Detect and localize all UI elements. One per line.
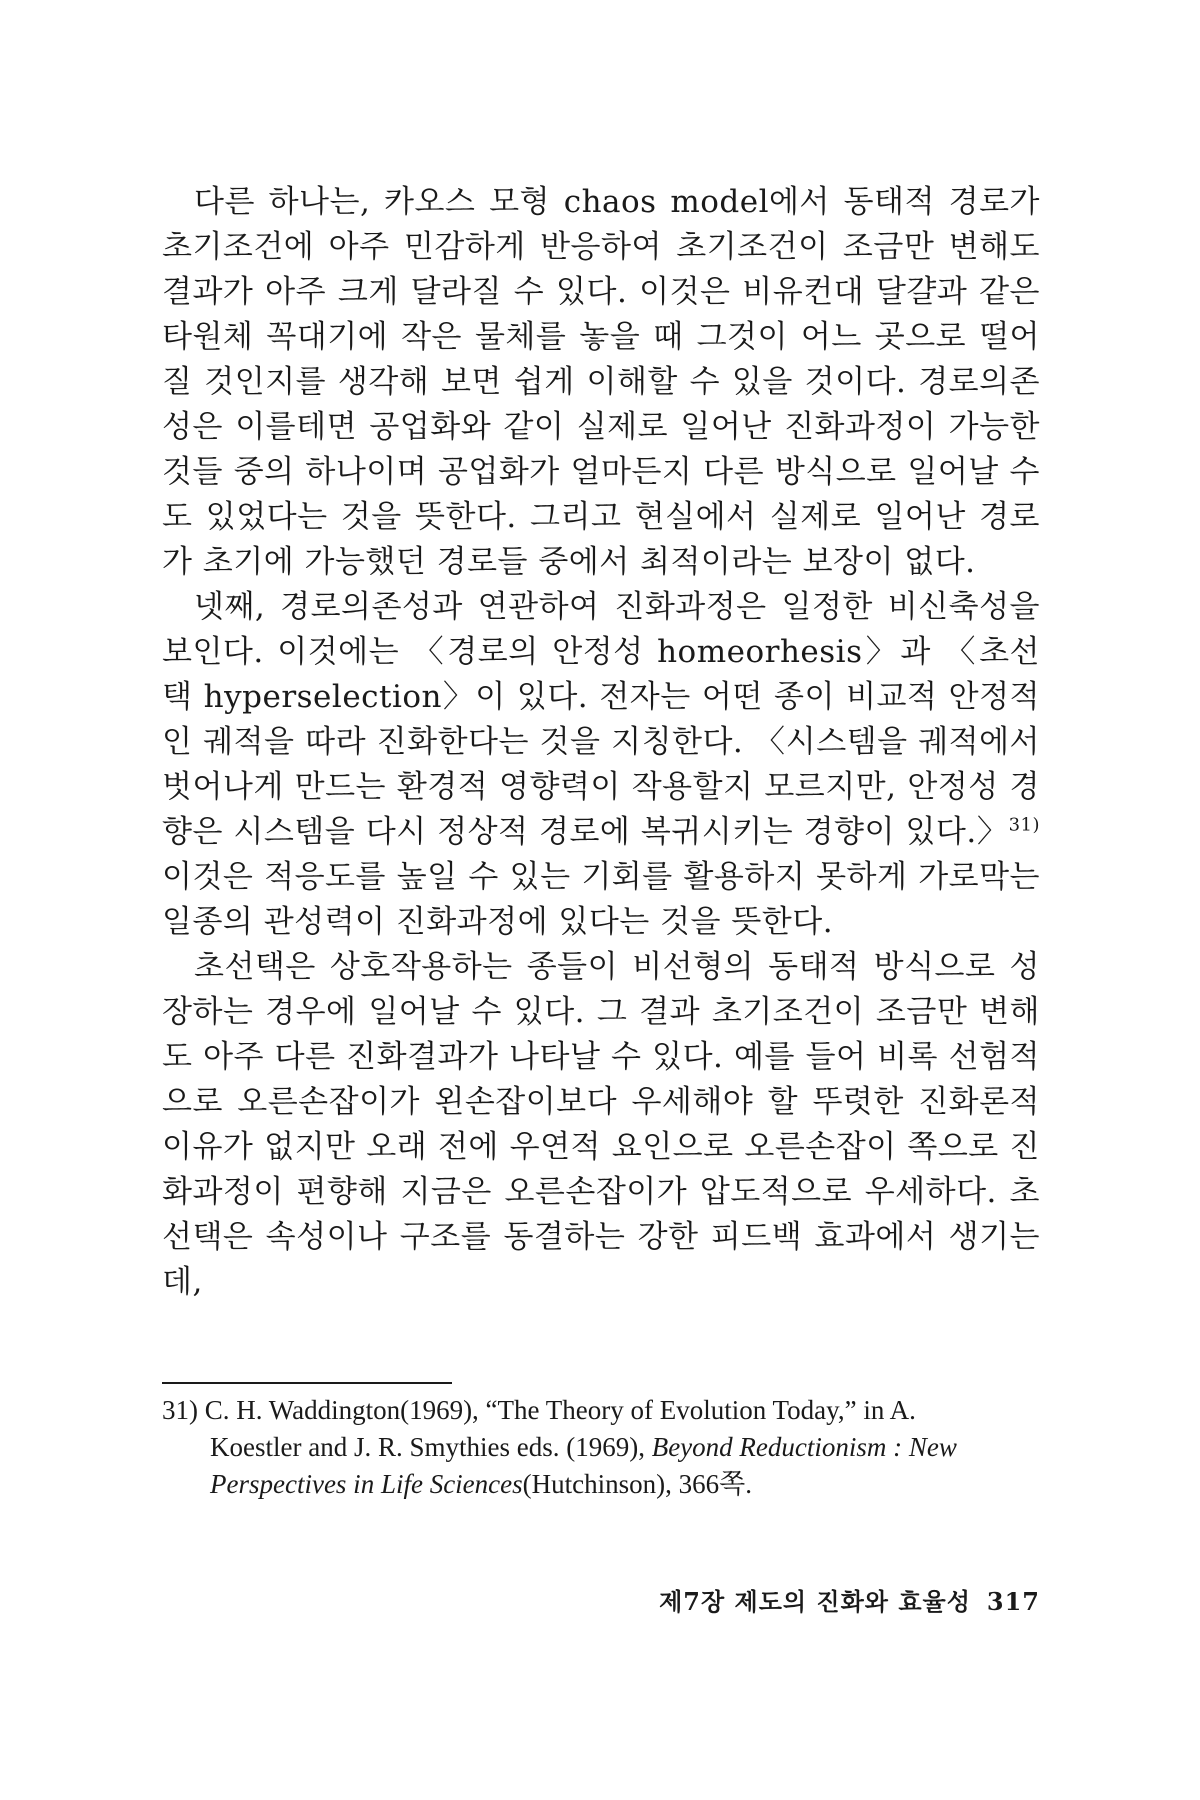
footnote-line-2: [162, 1429, 1040, 1503]
paragraph-fourth-point: [162, 585, 1040, 945]
paragraph-fourth-point-text: 넷째, 경로의존성과 연관하여 진화과정은 일정한 비신축성을 보인다. 이것에는 〈경로의 안정성 homeorhesis〉과 〈초선택 hyperselection〉이 있다. 전자는 어떤 종이 비교적 안정적인 궤적을 따라 진화한다는 것을 지칭한다. 〈시스템을 궤적에서 벗어나게 만드는 환경적 영향력이 작용할지 모르지만, 안정성 경향은 시스템을 다시 정상적 경로에 복귀시키는 경향이 있다.〉: [162, 589, 1040, 850]
chapter-title: 제7장 제도의 진화와 효율성: [659, 1587, 971, 1616]
footnote: [162, 1392, 1040, 1503]
footnote-editors: Koestler and J. R. Smythies eds. (1969),: [210, 1432, 645, 1462]
paragraph-hyperselection: 초선택은 상호작용하는 종들이 비선형의 동태적 방식으로 성장하는 경우에 일어날 수 있다. 그 결과 초기조건이 조금만 변해도 아주 다른 진화결과가 나타날 수 있다. 예를 들어 비록 선험적으로 오른손잡이가 왼손잡이보다 우세해야 할 뚜렷한 진화론적 이유가 없지만 오래 전에 우연적 요인으로 오른손잡이 쪽으로 진화과정이 편향해 지금은 오른손잡이가 압도적으로 우세하다. 초선택은 속성이나 구조를 동결하는 강한 피드백 효과에서 생기는데,: [162, 949, 1040, 1300]
paragraph-fourth-point-cont: 이것은 적응도를 높일 수 있는 기회를 활용하지 못하게 가로막는 일종의 관성력이 진화과정에 있다는 것을 뜻한다.: [162, 859, 1040, 940]
running-footer: [620, 1582, 1040, 1617]
footnote-line-1: [162, 1392, 1040, 1429]
footnote-marker: 31): [162, 1395, 198, 1425]
footnote-citation-start: C. H. Waddington(1969), “The Theory of Evolution Today,” in A.: [204, 1395, 916, 1425]
footnote-reference[interactable]: 31): [1008, 814, 1040, 836]
page-number: 317: [986, 1587, 1040, 1616]
paragraph-chaos-model: 다른 하나는, 카오스 모형 chaos model에서 동태적 경로가 초기조건에 아주 민감하게 반응하여 초기조건이 조금만 변해도 결과가 아주 크게 달라질 수 있다. 이것은 비유컨대 달걀과 같은 타원체 꼭대기에 작은 물체를 놓을 때 그것이 어느 곳으로 떨어질 것인지를 생각해 보면 쉽게 이해할 수 있을 것이다. 경로의존성은 이를테면 공업화와 같이 실제로 일어난 진화과정이 가능한 것들 중의 하나이며 공업화가 얼마든지 다른 방식으로 일어날 수도 있었다는 것을 뜻한다. 그리고 현실에서 실제로 일어난 경로가 초기에 가능했던 경로들 중에서 최적이라는 보장이 없다.: [162, 184, 1040, 580]
body-text: [162, 180, 1040, 1305]
footnote-publisher-page: (Hutchinson), 366쪽.: [522, 1469, 752, 1499]
footnote-divider: [162, 1382, 452, 1384]
footnote-book-title: Beyond Reductionism : New Perspectives in Life Sciences: [210, 1432, 957, 1499]
